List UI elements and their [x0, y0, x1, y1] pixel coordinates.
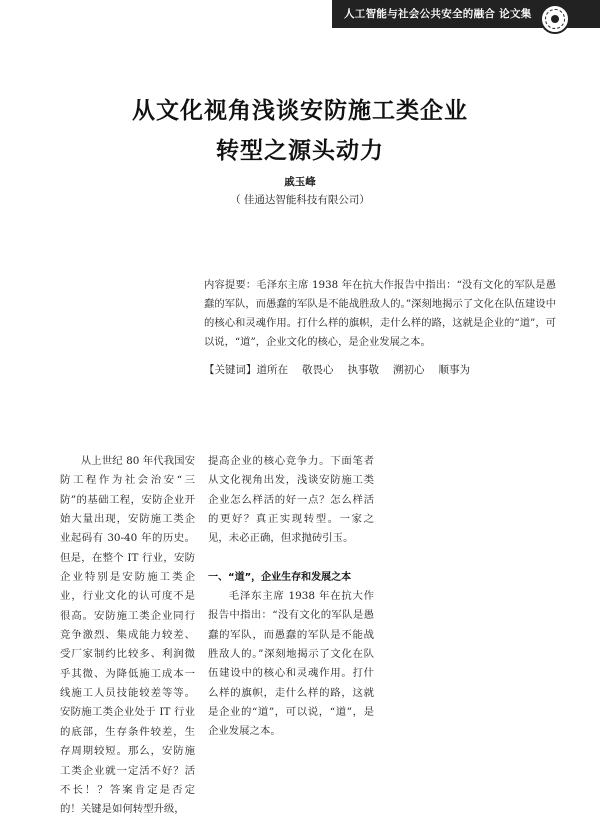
keywords-label: 【关键词】	[204, 364, 257, 376]
running-title: 人工智能与社会公共安全的融合 论文集	[344, 8, 532, 20]
body-paragraph-right-continued: 提高企业的核心竞争力。下面笔者从文化视角出发，浅谈安防施工类企业怎么样活的好一点？怎么样活的更好？真正实现转型。一家之见，未必正确，但求抛砖引玉。	[208, 455, 374, 545]
keyword: 道所在	[256, 364, 288, 376]
author-affiliation: （ 佳通达智能科技有限公司）	[230, 194, 370, 206]
body-paragraph-left: 从上世纪 80 年代我国安防工程作为社会治安“三防”的基础工程，安防企业开始大量出现，安防施工类企业起码有 30-40 年的历史。但是，在整个 IT 行业，安防企业特别是安防施工类企业，行业文化的认可度不是很高。安防施工类企业同行竞争激烈、集成能力较差、受厂家制约比较多、利润微乎其微、为降低施工成本一线施工人员技能较差等等。安防施工类企业处于 IT 行业的底部，生存条件较差，生存周期较短。那么，安防施工类企业就一定活不好？活不长！？答案肯定是否定的！关键是如何转型升级，	[60, 455, 195, 816]
keywords-line	[204, 362, 556, 377]
keyword: 执事敬	[347, 364, 379, 376]
keyword: 顺事为	[438, 364, 470, 376]
article-title-line-1: 从文化视角浅谈安防施工类企业	[132, 98, 468, 124]
seal-dot	[551, 15, 559, 23]
keyword: 敬畏心	[302, 364, 334, 376]
author-name: 戚玉峰	[284, 176, 316, 188]
journal-seal-icon	[540, 4, 570, 34]
section-heading: 一、“道”，企业生存和发展之本	[208, 572, 352, 583]
abstract: 内容提要：毛泽东主席 1938 年在抗大作报告中指出：“没有文化的军队是愚蠢的军队，而愚蠢的军队是不能战胜敌人的。”深刻地揭示了文化在队伍建设中的核心和灵魂作用。打什么样的旗帜，走什么样的路，这就是企业的“道”，可以说，“道”，企业文化的核心，是企业发展之本。	[204, 279, 556, 348]
keyword: 溯初心	[393, 364, 425, 376]
body-paragraph-right: 毛泽东主席 1938 年在抗大作报告中指出：“没有文化的军队是愚蠢的军队，而愚蠢的军队是不能战胜敌人的。”深刻地揭示了文化在队伍建设中的核心和灵魂作用。打什么样的旗帜，走什么样的路，这就是企业的“道”，可以说，“道”，是企业发展之本。	[208, 590, 374, 738]
article-title-line-2: 转型之源头动力	[216, 138, 384, 164]
